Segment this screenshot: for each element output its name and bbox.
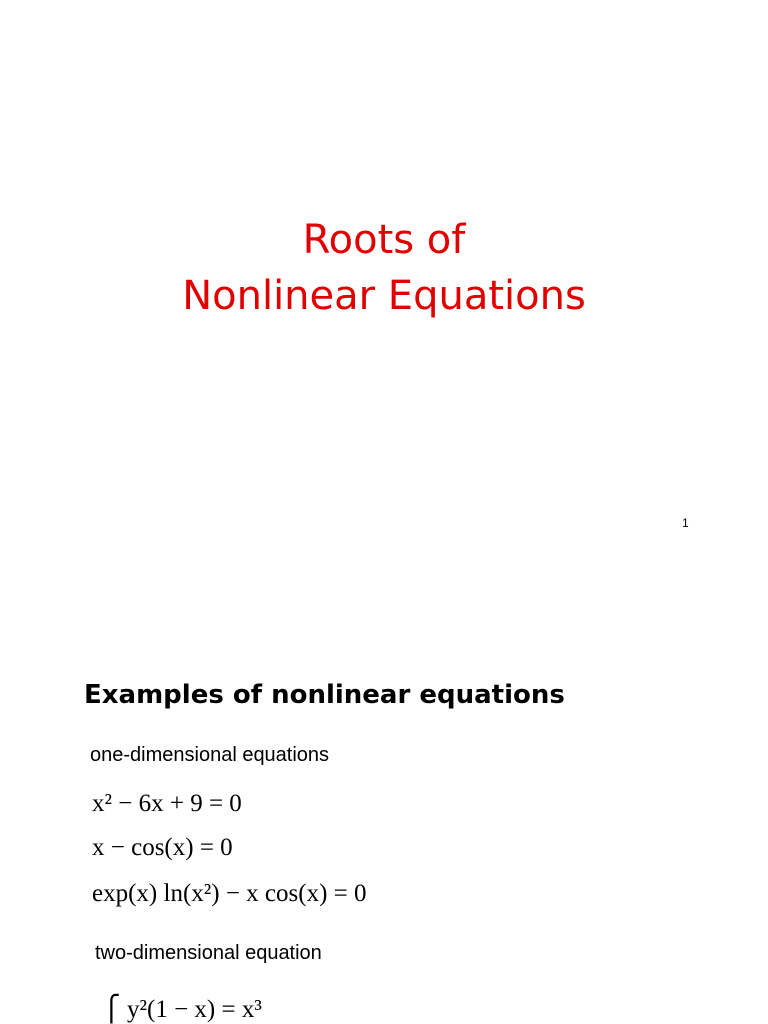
equation-quadratic: x² − 6x + 9 = 0 (92, 790, 242, 817)
slide-title-line-2: Nonlinear Equations (182, 273, 586, 319)
equation-system-first: ⎧ y²(1 − x) = x³ (102, 996, 262, 1023)
slide-title-line-1: Roots of (302, 217, 466, 263)
two-dimensional-label: two-dimensional equation (95, 942, 322, 964)
page-number: 1 (682, 516, 689, 530)
one-dimensional-label: one-dimensional equations (90, 744, 330, 766)
equation-cosine: x − cos(x) = 0 (92, 834, 233, 861)
equation-exp-log: exp(x) ln(x²) − x cos(x) = 0 (92, 880, 367, 907)
section-heading: Examples of nonlinear equations (84, 680, 565, 710)
